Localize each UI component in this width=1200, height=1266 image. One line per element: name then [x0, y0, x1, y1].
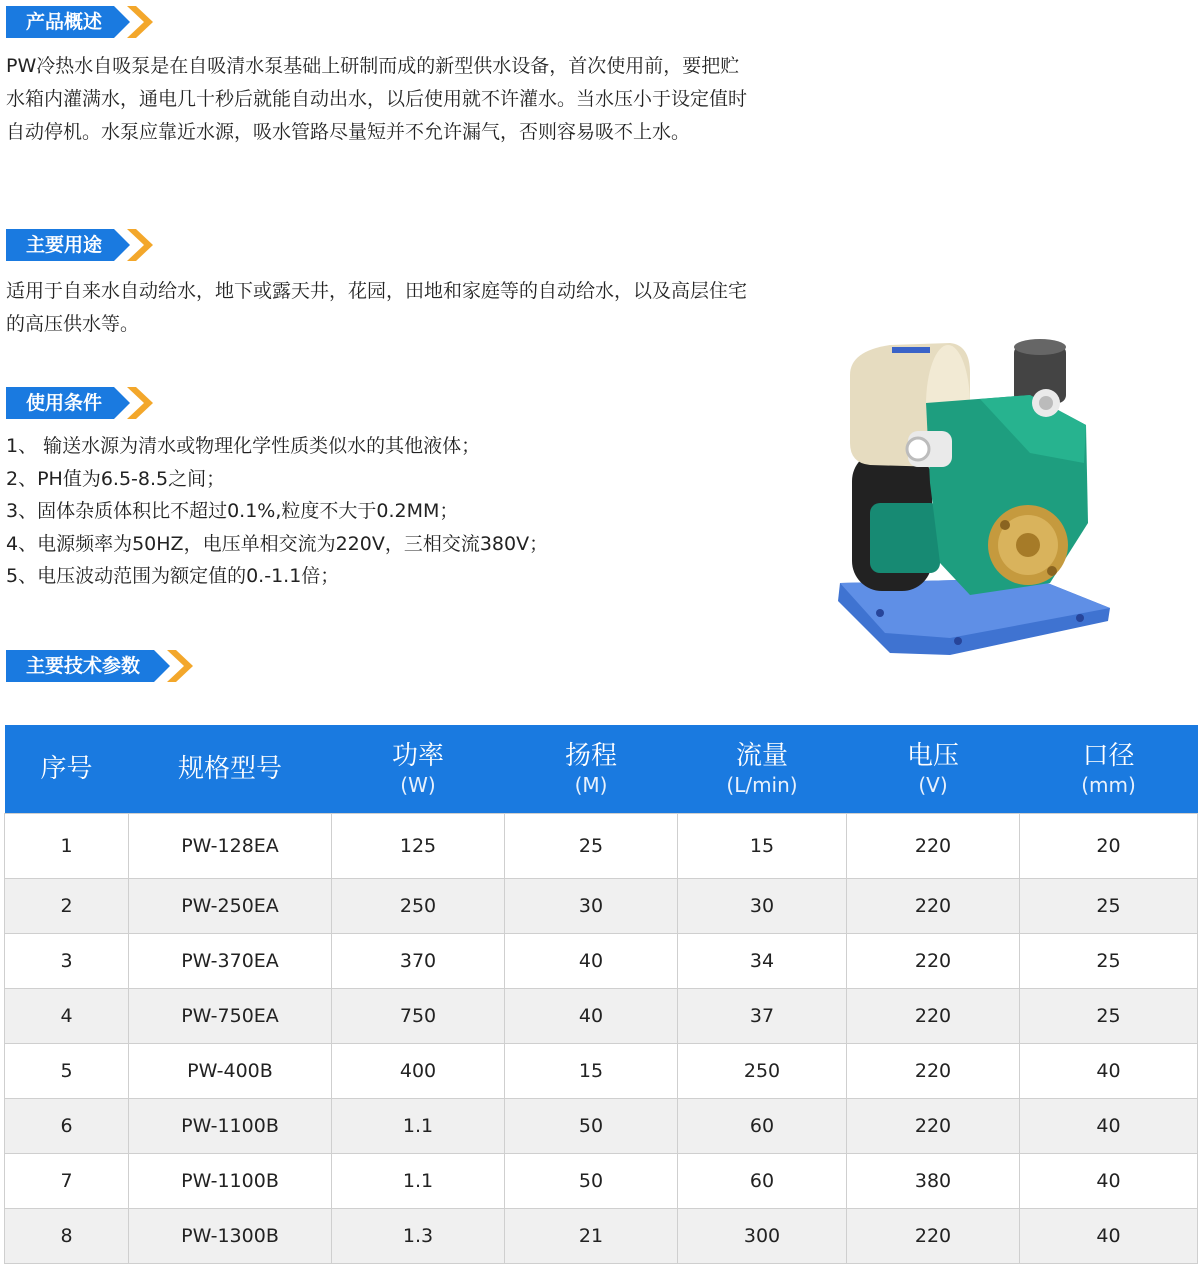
table-cell: 1.1: [332, 1099, 505, 1154]
table-row: [5, 814, 1198, 879]
section-tag-specs: [6, 650, 196, 682]
section-tag-usage: [6, 229, 156, 261]
table-cell: 34: [678, 934, 847, 989]
table-cell: 1.1: [332, 1154, 505, 1209]
table-cell: 40: [1020, 1154, 1198, 1209]
table-cell: 50: [505, 1154, 678, 1209]
table-cell: 4: [5, 989, 129, 1044]
chevron-icon: [127, 229, 153, 261]
list-item: 5、电压波动范围为额定值的0.-1.1倍；: [6, 565, 340, 587]
table-cell: 50: [505, 1099, 678, 1154]
column-header: 流量 (L/min): [678, 725, 847, 814]
table-cell: 40: [505, 934, 678, 989]
section-tag-conditions: [6, 387, 156, 419]
table-row: [5, 1044, 1198, 1099]
water-pump-product-image: [830, 333, 1116, 663]
column-header: 序号: [5, 725, 129, 814]
table-row: [5, 1209, 1198, 1264]
column-header: 电压 (V): [847, 725, 1020, 814]
list-item: 2、PH值为6.5-8.5之间；: [6, 467, 226, 490]
table-cell: 21: [505, 1209, 678, 1264]
column-header: 功率 (W): [332, 725, 505, 814]
table-cell: 1.3: [332, 1209, 505, 1264]
table-cell: 300: [678, 1209, 847, 1264]
table-header-row: [5, 725, 1198, 814]
table-cell: 250: [332, 879, 505, 934]
table-cell: PW-1300B: [129, 1209, 332, 1264]
table-cell: 25: [1020, 879, 1198, 934]
table-cell: 40: [1020, 1209, 1198, 1264]
table-cell: 220: [847, 934, 1020, 989]
table-cell: 1: [5, 814, 129, 879]
list-item: 4、电源频率为50HZ，电压单相交流为220V，三相交流380V；: [6, 532, 549, 555]
table-cell: 20: [1020, 814, 1198, 879]
table-cell: PW-750EA: [129, 989, 332, 1044]
table-cell: 40: [505, 989, 678, 1044]
table-cell: 380: [847, 1154, 1020, 1209]
table-cell: 60: [678, 1154, 847, 1209]
table-cell: 25: [505, 814, 678, 879]
table-cell: 125: [332, 814, 505, 879]
table-cell: 8: [5, 1209, 129, 1264]
table-cell: PW-370EA: [129, 934, 332, 989]
chevron-icon: [167, 650, 193, 682]
table-cell: PW-400B: [129, 1044, 332, 1099]
table-row: [5, 934, 1198, 989]
table-cell: 750: [332, 989, 505, 1044]
table-cell: 15: [505, 1044, 678, 1099]
table-cell: PW-1100B: [129, 1099, 332, 1154]
column-header: 规格型号: [129, 725, 332, 814]
table-cell: 220: [847, 1099, 1020, 1154]
table-cell: 6: [5, 1099, 129, 1154]
table-cell: 250: [678, 1044, 847, 1099]
table-cell: 220: [847, 1209, 1020, 1264]
table-row: [5, 1154, 1198, 1209]
table-cell: 30: [678, 879, 847, 934]
section-title: 产品概述: [26, 11, 103, 33]
table-cell: 220: [847, 989, 1020, 1044]
list-item: 1、 输送水源为清水或物理化学性质类似水的其他液体；: [6, 435, 481, 457]
table-cell: 220: [847, 879, 1020, 934]
table-cell: 37: [678, 989, 847, 1044]
chevron-icon: [127, 387, 153, 419]
table-cell: 5: [5, 1044, 129, 1099]
table-cell: 220: [847, 814, 1020, 879]
table-row: [5, 879, 1198, 934]
table-cell: 30: [505, 879, 678, 934]
section-title: 主要用途: [26, 234, 103, 256]
table-cell: 40: [1020, 1099, 1198, 1154]
usage-text: 适用于自来水自动给水，地下或露天井，花园，田地和家庭等的自动给水，以及高层住宅的高压供水等。: [6, 280, 748, 335]
table-cell: PW-1100B: [129, 1154, 332, 1209]
section-title: 主要技术参数: [26, 655, 141, 677]
list-item: 3、固体杂质体积比不超过0.1%,粒度不大于0.2MM；: [6, 500, 459, 522]
table-row: [5, 1099, 1198, 1154]
table-cell: 40: [1020, 1044, 1198, 1099]
table-row: [5, 989, 1198, 1044]
overview-text: PW冷热水自吸泵是在自吸清水泵基础上研制而成的新型供水设备，首次使用前，要把贮水箱内灌满水，通电几十秒后就能自动出水，以后使用就不许灌水。当水压小于设定值时自动停机。水泵应靠近水源，吸水管路尽量短并不允许漏气，否则容易吸不上水。: [6, 55, 748, 143]
table-cell: 60: [678, 1099, 847, 1154]
table-cell: PW-128EA: [129, 814, 332, 879]
conditions-list: [6, 430, 548, 593]
table-cell: 7: [5, 1154, 129, 1209]
spec-table: [4, 725, 1198, 1264]
chevron-icon: [127, 6, 153, 38]
table-cell: 2: [5, 879, 129, 934]
table-cell: 220: [847, 1044, 1020, 1099]
table-cell: 3: [5, 934, 129, 989]
table-cell: 25: [1020, 989, 1198, 1044]
table-cell: 25: [1020, 934, 1198, 989]
table-cell: 15: [678, 814, 847, 879]
table-cell: PW-250EA: [129, 879, 332, 934]
column-header: 扬程 (M): [505, 725, 678, 814]
section-tag-overview: [6, 6, 156, 38]
table-cell: 400: [332, 1044, 505, 1099]
table-cell: 370: [332, 934, 505, 989]
section-title: 使用条件: [26, 392, 103, 414]
column-header: 口径 (mm): [1020, 725, 1198, 814]
